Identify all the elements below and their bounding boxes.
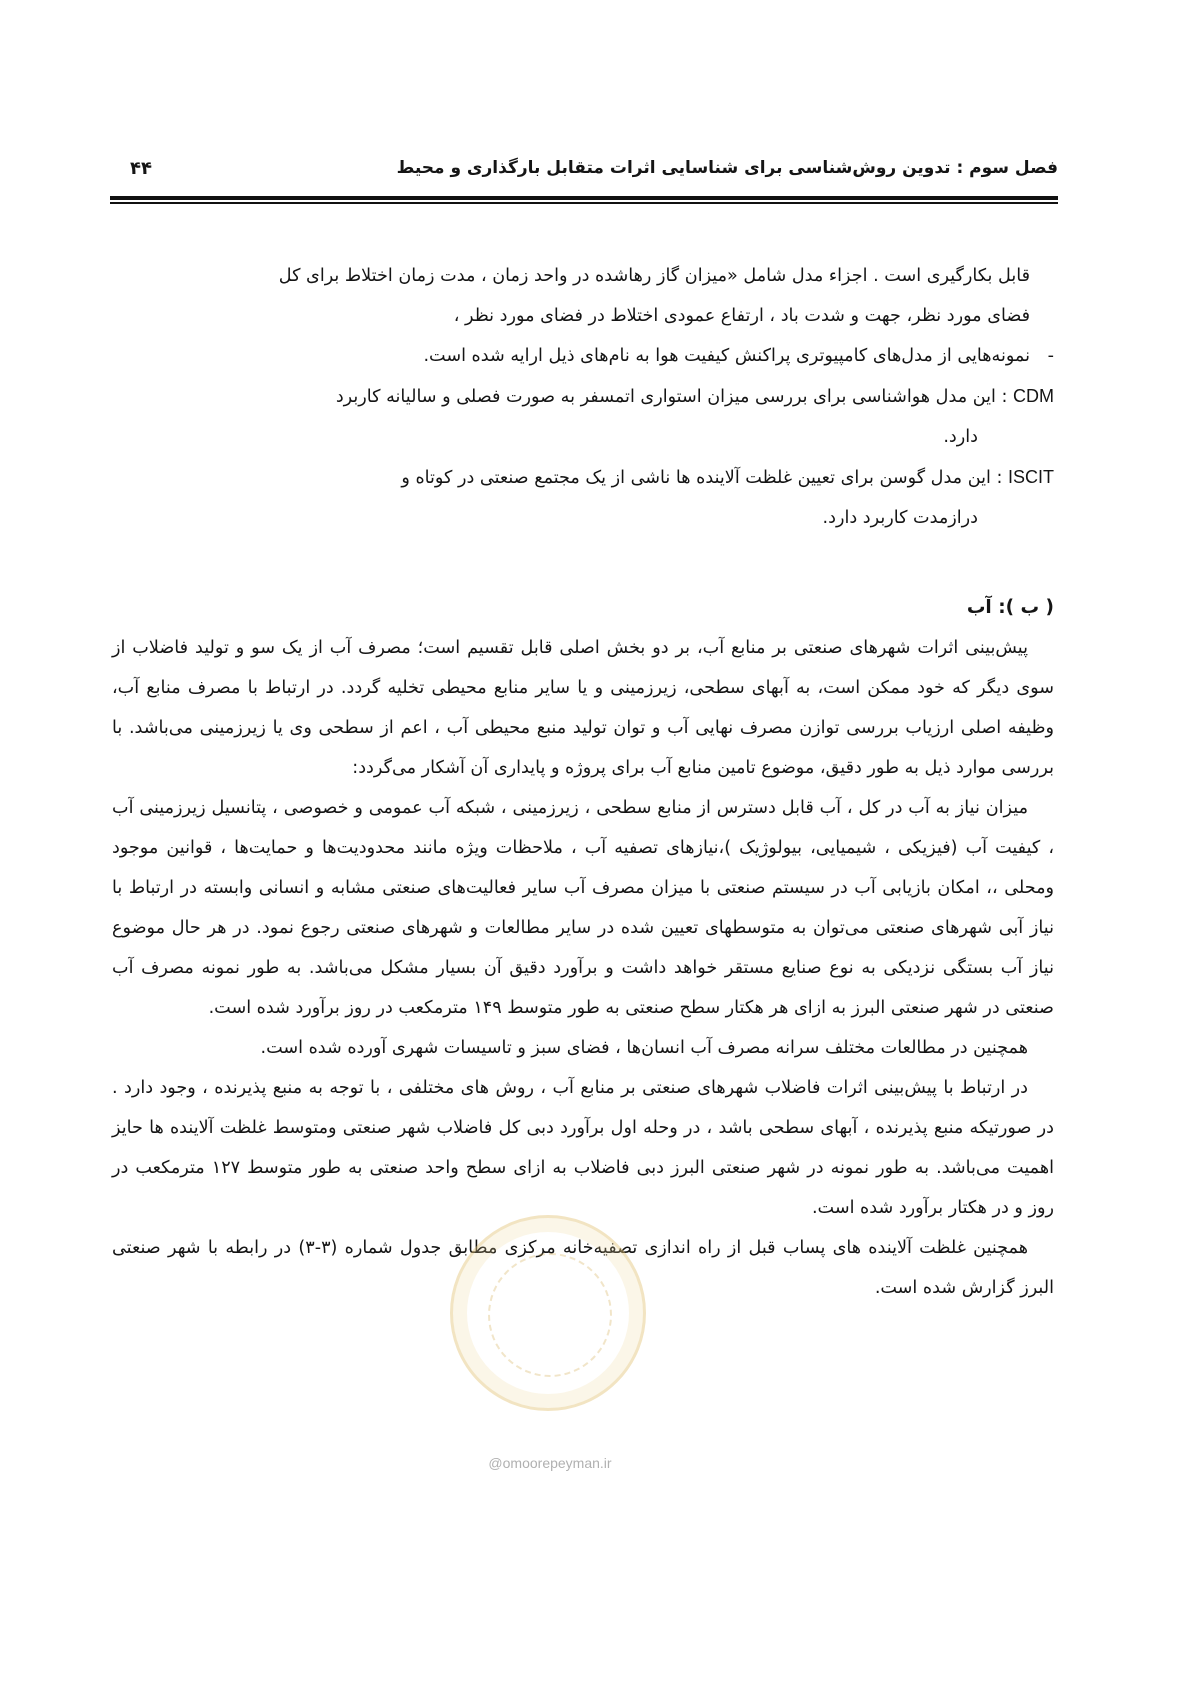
model-desc-cont: دارد. (943, 427, 978, 447)
paragraph: میزان نیاز به آب در کل ، آب قابل دسترس از منابع سطحی ، زیرزمینی ، شبکه آب عمومی و خصوصی ، پتانسیل زیرزمینی آب ، کیفیت آب (فیزیکی ، شیمیایی، بیولوژیک )،نیازهای تصفیه آب ، ملاحظات ویژه مانند محدودیت‌ها و حمایت‌ها ، قوانین موجود ومحلی ،، امکان بازیابی آب در سیستم صنعتی با میزان مصرف آب سایر فعالیت‌های صنعتی مشابه و انسانی وابسته در ارتباط با نیاز آبی شهرهای صنعتی می‌توان به متوسطهای تعیین شده در سایر مطالعات و شهرهای صنعتی رجوع نمود. در هر حال موضوع نیاز آب بستگی نزدیکی به نوع صنایع مستقر خواهد داشت و برآورد دقیق آن بسیار مشکل می‌باشد. به طور نمونه مصرف آب صنعتی در شهر صنعتی البرز به ازای هر هکتار سطح صنعتی به طور متوسط ۱۴۹ مترمکعب در روز برآورد شده است. (112, 798, 1054, 1018)
bullet-dash: - (1047, 346, 1054, 366)
model-desc: : این مدل هواشناسی برای بررسی میزان استواری اتمسفر به صورت فصلی و سالیانه کاربرد (335, 387, 1008, 407)
model-item-iscit-line-1 (112, 457, 1054, 498)
paragraph: پیش‌بینی اثرات شهرهای صنعتی بر منابع آب، بر دو بخش اصلی قابل تقسیم است؛ مصرف آب از یک سو و تولید فاضلاب از سوی دیگر که خود ممکن است، به آبهای سطحی، زیرزمینی و یا سایر منابع محیطی تخلیه گردد. در ارتباط با مصرف منابع آب، وظیفه اصلی ارزیاب بررسی توازن مصرف نهایی آب و توان تولید منبع محیطی آب ، اعم از سطحی وی یا زیرزمینی می‌باشد. با بررسی موارد ذیل به طور دقیق، موضوع تامین منابع آب برای پروژه و پایداری آن آشکار می‌گردد: (112, 638, 1054, 778)
model-item-cdm (112, 376, 1054, 457)
model-term: ISCIT (1007, 467, 1054, 487)
header-rule-thin (110, 202, 1058, 204)
spacer (112, 538, 1054, 588)
paragraph: در ارتباط با پیش‌بینی اثرات فاضلاب شهرهای صنعتی بر منابع آب ، روش های مختلفی ، با توجه به منبع پذیرنده ، وجود دارد . در صورتیکه منبع پذیرنده ، آبهای سطحی باشد ، در وحله اول برآورد دبی کل فاضلاب شهر صنعتی ومتوسط غلظت آلاینده ها حایز اهمیت می‌باشد. به طور نمونه در شهر صنعتی البرز دبی فاضلاب به ازای سطح واحد صنعتی به طور متوسط ۱۲۷ مترمکعب در روز و در هکتار برآورد شده است. (112, 1078, 1054, 1218)
continuation-line-1: قابل بکارگیری است . اجزاء مدل شامل «میزان گاز رهاشده در واحد زمان ، مدت زمان اختلاط برای کل (278, 266, 1030, 286)
bullet-item (112, 336, 1054, 376)
body-text (112, 256, 1054, 1308)
paragraph: همچنین غلظت آلاینده های پساب قبل از راه اندازی تصفیه‌خانه مرکزی مطابق جدول شماره (۳-۳) در رابطه با شهر صنعتی البرز گزارش شده است. (112, 1238, 1054, 1298)
paragraph: همچنین در مطالعات مختلف سرانه مصرف آب انسان‌ها ، فضای سبز و تاسیسات شهری آورده شده است. (260, 1038, 1028, 1058)
bullet-text: نمونه‌هایی از مدل‌های کامپیوتری پراکنش کیفیت هوا به نام‌های ذیل ارایه شده است. (423, 346, 1030, 366)
running-title: فصل سوم : تدوین روش‌شناسی برای شناسایی اثرات متقابل بارگذاری و محیط (396, 158, 1058, 178)
section-heading: ( ب ): آب (966, 597, 1054, 618)
running-head (110, 156, 1058, 186)
model-desc-cont: درازمدت کاربرد دارد. (822, 508, 978, 528)
model-term: CDM (1013, 386, 1054, 406)
header-rule-thick (110, 196, 1058, 200)
model-item-iscit (112, 457, 1054, 538)
model-item-cdm-line-1 (112, 376, 1054, 417)
watermark-text: @omoorepeyman.ir (488, 1455, 612, 1471)
model-desc: : این مدل گوسن برای تعیین غلظت آلاینده ها ناشی از یک مجتمع صنعتی در کوتاه و (401, 468, 1003, 488)
page-number: ۴۴ (130, 158, 152, 179)
continuation-line-2: فضای مورد نظر، جهت و شدت باد ، ارتفاع عمودی اختلاط در فضای مورد نظر ، (453, 306, 1030, 326)
